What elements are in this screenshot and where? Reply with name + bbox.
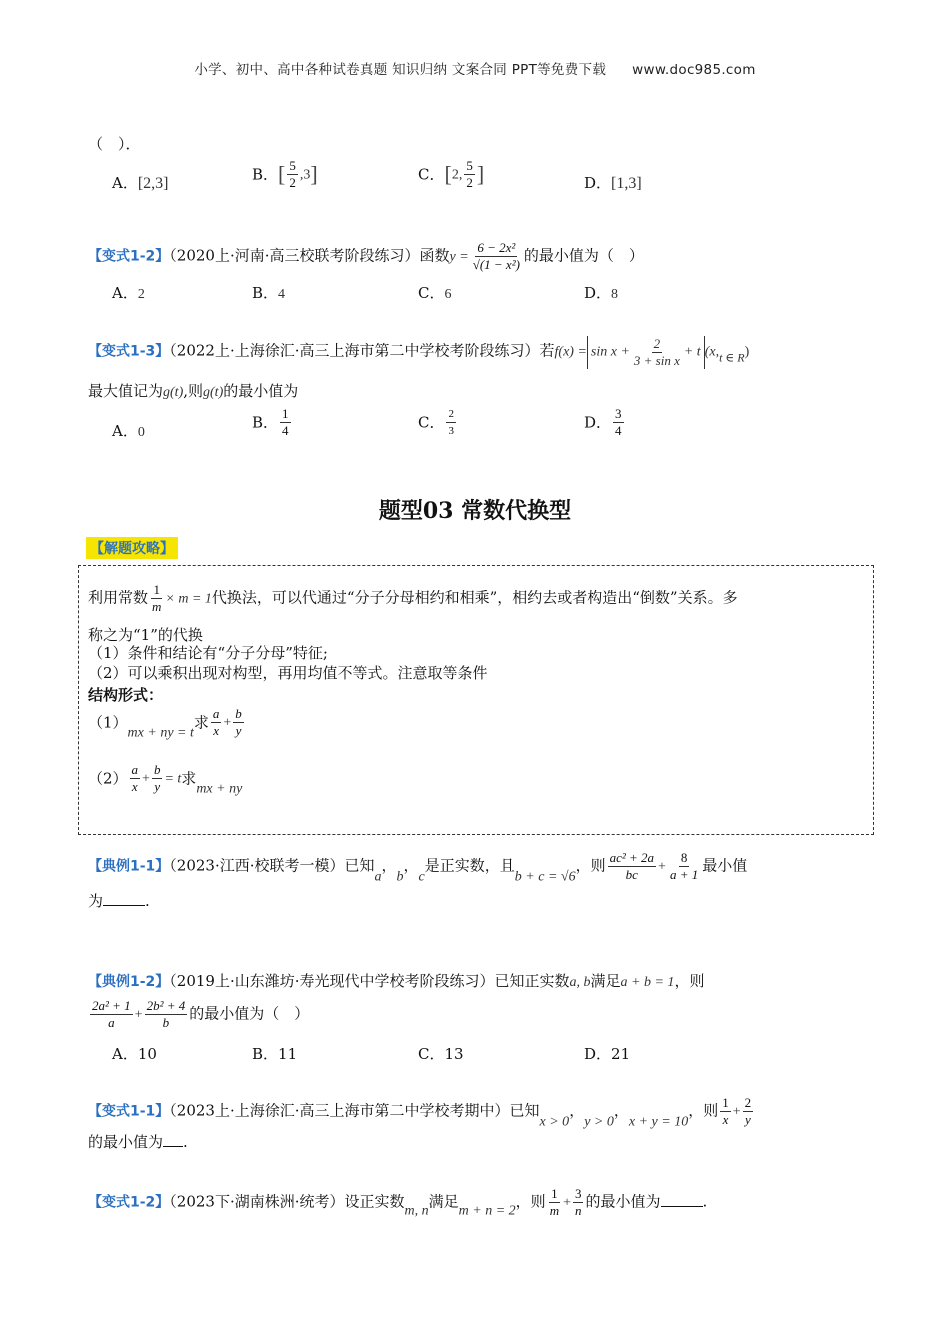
opt-math: ,3: [299, 167, 311, 183]
math: ): [744, 344, 750, 360]
strategy-p4: （2）可以乘积出现对构型，再用均值不等式。注意取等条件: [88, 664, 488, 682]
opt-math: [2,3]: [137, 175, 169, 192]
option-b: B．11: [252, 1045, 298, 1063]
answer-blank[interactable]: [163, 1132, 183, 1147]
variant-1-3: [88, 336, 749, 369]
example-1-2: 【典例1-2】（2019上·山东潍坊·寿光现代中学校考阶段练习）已知正实数a, b满足a + b = 1，则: [88, 972, 705, 990]
option-d: [584, 172, 642, 195]
variant-1-2: [88, 240, 644, 273]
answer-blank[interactable]: [661, 1192, 703, 1207]
option-c: [418, 158, 484, 191]
option-c: C．6: [418, 284, 452, 302]
bracket: [: [278, 161, 286, 187]
strategy-p1: 利用常数 $\frac{1}{m}$ × m = 1代换法，可以代通过“分子分母相约和相乘”，相约去或者构造出“倒数”关系。多: [88, 582, 738, 614]
variant-1-3-line2: 最大值记为g(t),则g(t)的最小值为: [88, 382, 299, 400]
bracket: [: [444, 161, 452, 187]
variant-tag: 【变式1-2】: [88, 248, 170, 265]
option-d: D．21: [584, 1045, 631, 1063]
header-site[interactable]: www.doc985.com: [632, 62, 756, 78]
math: (x,: [704, 344, 720, 360]
opt-math: 2,: [451, 167, 463, 183]
option-b: [252, 158, 318, 191]
option-a: [112, 172, 169, 195]
structure-title: 结构形式：: [88, 686, 164, 704]
variant-suffix: 的最小值为（ ）: [523, 246, 644, 265]
header-text: 小学、初中、高中各种试卷真题 知识归纳 文案合同 PPT等免费下载: [194, 62, 607, 78]
tail-text: （ ）．: [88, 135, 141, 153]
structure-2: （2） $\frac{a}{x}$ + $\frac{b}{y}$ = t求mx + ny: [88, 762, 243, 797]
fraction: $\frac{5}{2}$: [289, 158, 296, 190]
variant-tag: 【变式1-3】: [88, 343, 170, 360]
option-b: B． $\frac{1}{4}$: [252, 406, 289, 438]
abs-expression: sin x + $\frac{2}{\text{3 + sin x}}$ + t: [587, 336, 705, 369]
option-d: D．8: [584, 284, 619, 302]
math: f(x) =: [554, 344, 587, 360]
option-d: D． $\frac{3}{4}$: [584, 406, 622, 438]
strategy-p2: 称之为“1”的代换: [88, 626, 203, 644]
opt-label: C．: [418, 165, 445, 184]
math: t ∈ R: [719, 350, 745, 365]
option-b: B．4: [252, 284, 286, 302]
option-c: C．13: [418, 1045, 464, 1063]
answer-blank[interactable]: [103, 891, 145, 906]
variant-1-1b-line2: 的最小值为 .: [88, 1133, 188, 1151]
bracket: ]: [476, 161, 485, 187]
variant-1-1b: 【变式1-1】（2023上·上海徐汇·高三上海市第二中学校考期中）已知x > 0，y > 0，x + y = 10，则 $\frac{1}{x}$ + $\frac{2}{y}$: [88, 1095, 752, 1130]
page-header: [0, 58, 950, 78]
math: y =: [449, 249, 469, 265]
section-title: 题型03 常数代换型: [378, 498, 572, 524]
option-c: C． $\frac{2}{3}$: [418, 408, 454, 437]
option-a: A．10: [112, 1045, 157, 1063]
fraction: $\frac{5}{2}$: [466, 158, 473, 190]
opt-label: A．: [112, 174, 138, 192]
strategy-p3: （1）条件和结论有“分子分母”特征;: [88, 644, 328, 662]
example-1-1: 【典例1-1】（2023·江西·校联考一模）已知a，b，c是正实数，且b + c = √6，则 $\frac{\text{ac² + 2a}}{bc}$ + $\frac{8}{a + 1}$ 最小值: [88, 850, 748, 885]
bracket: ]: [310, 161, 318, 187]
variant-text: （2022上·上海徐汇·高三上海市第二中学校考阶段练习）若: [169, 341, 555, 360]
variant-text: （2020上·河南·高三校联考阶段练习）函数: [169, 246, 450, 265]
example-1-2-line2: $\frac{\text{2a² + 1}}{a}$ + $\frac{\text{2b² + 4}}{b}$ 的最小值为（ ）: [92, 998, 310, 1030]
example-1-1-line2: 为 .: [88, 892, 150, 910]
option-a: A．0: [112, 422, 145, 440]
option-a: A．2: [112, 284, 145, 302]
fraction: $\frac{\text{6 − 2x²}}{\text{√(1 − x²)}}$: [472, 240, 520, 272]
structure-1: （1）mx + ny = t求 $\frac{a}{x}$ + $\frac{b}{y}$: [88, 706, 242, 741]
opt-label: D．: [584, 174, 612, 192]
opt-math: [1,3]: [611, 175, 642, 192]
question-tail: [88, 133, 141, 155]
strategy-label: 【解题攻略】: [86, 537, 178, 559]
opt-label: B．: [252, 165, 279, 184]
variant-1-2b: 【变式1-2】（2023下·湖南株洲·统考）设正实数m, n满足m + n = 2，则 $\frac{1}{m}$ + $\frac{3}{n}$ 的最小值为 .: [88, 1186, 708, 1219]
